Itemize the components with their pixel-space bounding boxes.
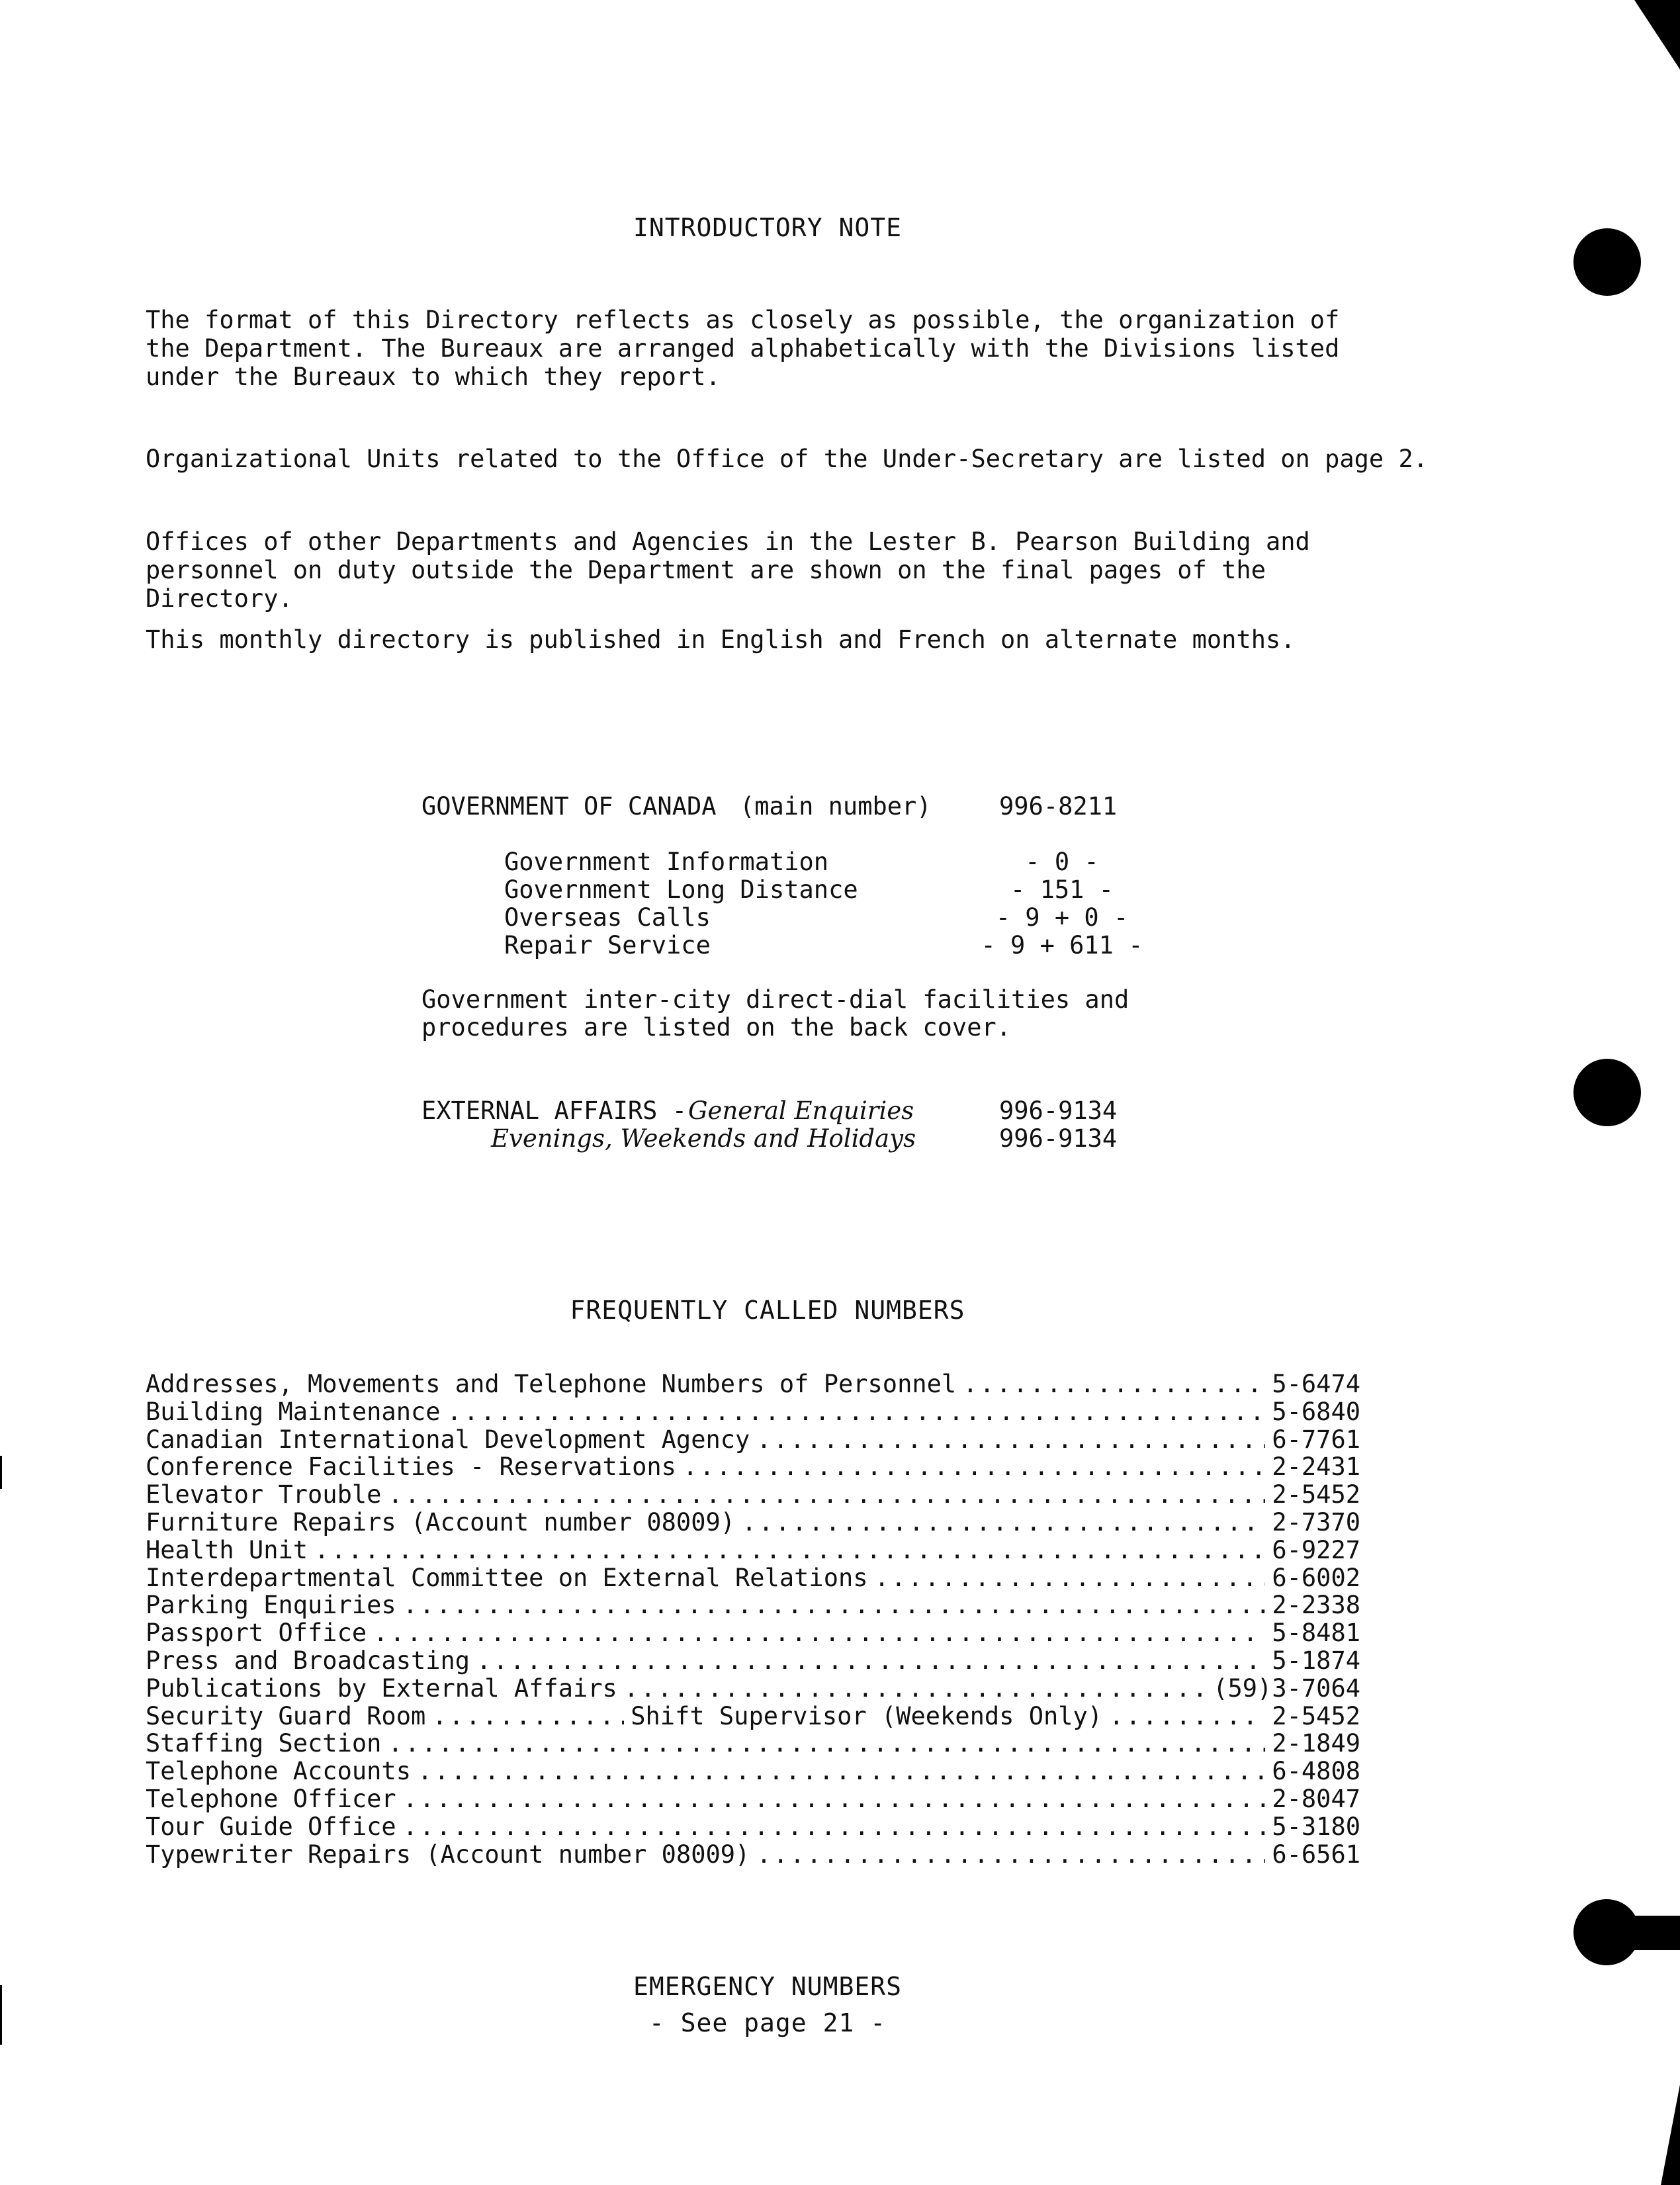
entry-middle-label: Shift Supervisor (Weekends Only)	[631, 1701, 1103, 1730]
leader-dots	[403, 1591, 1266, 1619]
leader-dots	[447, 1398, 1266, 1426]
entry-label: Staffing Section	[146, 1729, 382, 1758]
external-affairs-label: EXTERNAL AFFAIRS -	[421, 1096, 687, 1125]
entry-label: Telephone Officer	[146, 1784, 396, 1813]
entry-label: Health Unit	[146, 1535, 308, 1564]
corner-mark-top-right	[1634, 0, 1680, 69]
entry-label: Parking Enquiries	[146, 1591, 396, 1620]
corner-mark-bottom-right	[1654, 2084, 1680, 2185]
list-item	[146, 1646, 1360, 1674]
leader-dots	[756, 1840, 1265, 1869]
leader-dots	[388, 1480, 1265, 1509]
list-item	[146, 1812, 1360, 1840]
entry-number: 2-5452	[1272, 1701, 1360, 1730]
service-code: - 151 -	[1010, 875, 1114, 904]
leader-dots	[432, 1702, 624, 1730]
entry-label: Typewriter Repairs (Account number 08009)	[146, 1840, 750, 1869]
leader-dots	[624, 1674, 1206, 1703]
leader-dots	[963, 1370, 1265, 1398]
entry-label: Passport Office	[146, 1619, 367, 1648]
entry-number: 5-1874	[1272, 1646, 1360, 1675]
service-name: Government Long Distance	[504, 875, 858, 904]
government-main-number: 996-8211	[999, 792, 1118, 821]
evenings-number: 996-9134	[999, 1124, 1118, 1153]
service-name: Overseas Calls	[504, 903, 711, 932]
leader-dots	[742, 1508, 1265, 1537]
punch-hole-middle	[1573, 1059, 1641, 1126]
intro-paragraph-3: Offices of other Departments and Agencies in the Lester B. Pearson Building and personnel on duty outside the Department are shown on the final pages of the Directory.	[146, 527, 1310, 613]
punch-hole-top	[1573, 228, 1641, 296]
entry-label: Conference Facilities - Reservations	[146, 1452, 676, 1482]
intro-paragraph-2: Organizational Units related to the Office of the Under-Secretary are listed on page 2.	[146, 445, 1429, 473]
leader-dots	[756, 1425, 1265, 1454]
frequent-title: FREQUENTLY CALLED NUMBERS	[570, 1296, 965, 1325]
entry-number: 6-9227	[1272, 1535, 1360, 1564]
government-note-line-2: procedures are listed on the back cover.	[421, 1013, 1012, 1042]
entry-number: 2-2431	[1272, 1452, 1360, 1482]
list-item	[146, 1452, 1360, 1480]
entry-label: Building Maintenance	[146, 1397, 441, 1426]
entry-label: Addresses, Movements and Telephone Numbers of Personnel	[146, 1370, 957, 1398]
leader-dots	[683, 1452, 1265, 1481]
list-item	[146, 1840, 1360, 1868]
entry-number: 5-6840	[1272, 1397, 1360, 1426]
entry-number: 2-5452	[1272, 1480, 1360, 1509]
intro-paragraph-1: The format of this Directory reflects as closely as possible, the organization of the Department. The Bureaux are arranged alphabetically with the Divisions listed under the Bureaux to which they report.	[146, 306, 1340, 391]
list-item	[146, 1480, 1360, 1508]
entry-label: Canadian International Development Agency	[146, 1425, 750, 1454]
entry-number: 6-7761	[1272, 1425, 1360, 1454]
entry-number: 5-3180	[1272, 1812, 1360, 1841]
service-code: - 9 + 0 -	[995, 903, 1129, 932]
margin-line-left	[0, 1456, 2, 1489]
service-code: - 0 -	[1025, 848, 1099, 876]
leader-dots	[875, 1564, 1266, 1592]
entry-label: Press and Broadcasting	[146, 1646, 470, 1675]
leader-dots	[403, 1785, 1266, 1813]
government-label: GOVERNMENT OF CANADA	[421, 792, 717, 821]
list-item	[146, 1370, 1360, 1398]
intro-title: INTRODUCTORY NOTE	[633, 213, 902, 242]
entry-number: 2-1849	[1272, 1729, 1360, 1758]
entry-number: 2-7370	[1272, 1507, 1360, 1537]
list-item	[146, 1591, 1360, 1619]
service-code: - 9 + 611 -	[981, 931, 1143, 959]
list-item	[146, 1564, 1360, 1591]
list-item	[146, 1398, 1360, 1425]
emergency-title: EMERGENCY NUMBERS	[633, 1972, 902, 2001]
list-item	[146, 1536, 1360, 1564]
general-enquiries-number: 996-9134	[999, 1096, 1118, 1125]
entry-label: Elevator Trouble	[146, 1480, 382, 1509]
entry-label: Interdepartmental Committee on External Relations	[146, 1563, 868, 1592]
list-item	[146, 1785, 1360, 1812]
leader-dots	[476, 1646, 1265, 1675]
entry-number: (59)3-7064	[1213, 1673, 1360, 1703]
service-name: Repair Service	[504, 931, 711, 959]
government-note-line-1: Government inter-city direct-dial facilities and	[421, 985, 1129, 1014]
leader-dots	[314, 1536, 1265, 1564]
intro-paragraph-4: This monthly directory is published in English and French on alternate months.	[146, 625, 1296, 654]
leader-dots	[418, 1757, 1265, 1785]
leader-dots	[403, 1812, 1266, 1841]
entry-label: Tour Guide Office	[146, 1812, 396, 1841]
entry-label: Security Guard Room	[146, 1701, 426, 1730]
list-item	[146, 1508, 1360, 1536]
list-item	[146, 1674, 1360, 1702]
entry-label: Publications by External Affairs	[146, 1673, 617, 1703]
entry-label: Furniture Repairs (Account number 08009)	[146, 1507, 736, 1537]
entry-number: 2-2338	[1272, 1591, 1360, 1620]
list-item	[146, 1757, 1360, 1785]
list-item	[146, 1729, 1360, 1757]
entry-number: 6-6002	[1272, 1563, 1360, 1592]
emergency-see-page: - See page 21 -	[648, 2008, 887, 2037]
general-enquiries-label: General Enquiries	[688, 1096, 914, 1125]
leader-dots	[1109, 1702, 1265, 1730]
list-item	[146, 1619, 1360, 1646]
entry-number: 6-4808	[1272, 1757, 1360, 1786]
entry-label: Telephone Accounts	[146, 1757, 411, 1786]
list-item	[146, 1425, 1360, 1453]
entry-number: 5-8481	[1272, 1619, 1360, 1648]
entry-number: 2-8047	[1272, 1784, 1360, 1813]
government-sublabel: (main number)	[740, 792, 932, 821]
leader-dots	[373, 1619, 1265, 1647]
binder-tab-bottom	[1614, 1916, 1680, 1950]
list-item	[146, 1702, 1360, 1730]
service-name: Government Information	[504, 848, 829, 876]
entry-number: 5-6474	[1272, 1370, 1360, 1398]
frequent-list	[146, 1370, 1360, 1867]
entry-number: 6-6561	[1272, 1840, 1360, 1869]
evenings-label: Evenings, Weekends and Holidays	[491, 1124, 916, 1153]
leader-dots	[388, 1729, 1265, 1758]
